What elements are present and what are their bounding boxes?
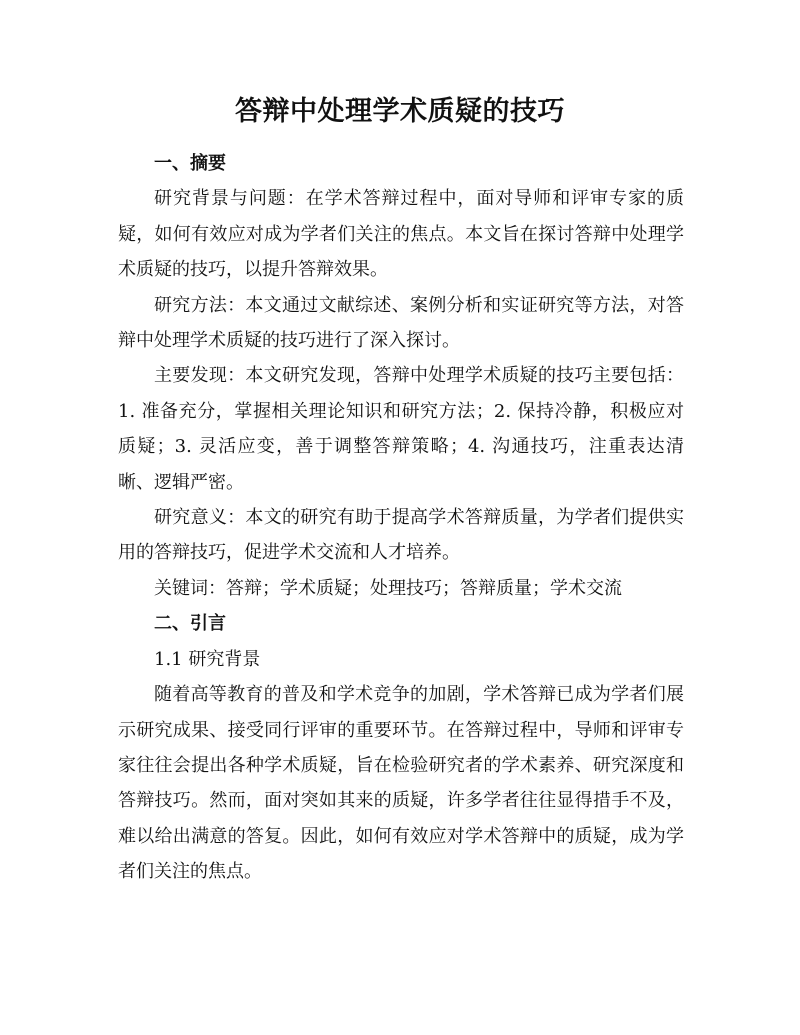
abstract-keywords: 关键词：答辩；学术质疑；处理技巧；答辩质量；学术交流 [154, 577, 622, 599]
document-body [118, 146, 684, 890]
abstract-methods-paragraph: 研究方法：本文通过文献综述、案例分析和实证研究等方法，对答辩中处理学术质疑的技巧进行了深入探讨。 [118, 294, 684, 352]
subsection-heading-background: 1.1 研究背景 [154, 648, 261, 670]
section-heading-introduction: 二、引言 [154, 613, 226, 635]
section-heading-abstract: 一、摘要 [154, 153, 226, 174]
abstract-background-paragraph: 研究背景与问题：在学术答辩过程中，面对导师和评审专家的质疑，如何有效应对成为学者们关注的焦点。本文旨在探讨答辩中处理学术质疑的技巧，以提升答辩效果。 [118, 188, 684, 281]
introduction-background-paragraph: 随着高等教育的普及和学术竞争的加剧，学术答辩已成为学者们展示研究成果、接受同行评审的重要环节。在答辩过程中，导师和评审专家往往会提出各种学术质疑，旨在检验研究者的学术素养、研究深度和答辩技巧。然而，面对突如其来的质疑，许多学者往往显得措手不及，难以给出满意的答复。因此，如何有效应对学术答辩中的质疑，成为学者们关注的焦点。 [118, 684, 684, 883]
abstract-findings-paragraph: 主要发现：本文研究发现，答辩中处理学术质疑的技巧主要包括：1. 准备充分，掌握相关理论知识和研究方法；2. 保持冷静，积极应对质疑；3. 灵活应变，善于调整答辩策略；4. 沟通技巧，注重表达清晰、逻辑严密。 [118, 365, 684, 493]
abstract-significance-paragraph: 研究意义：本文的研究有助于提高学术答辩质量，为学者们提供实用的答辩技巧，促进学术交流和人才培养。 [118, 507, 684, 564]
document-title: 答辩中处理学术质疑的技巧 [235, 96, 565, 127]
